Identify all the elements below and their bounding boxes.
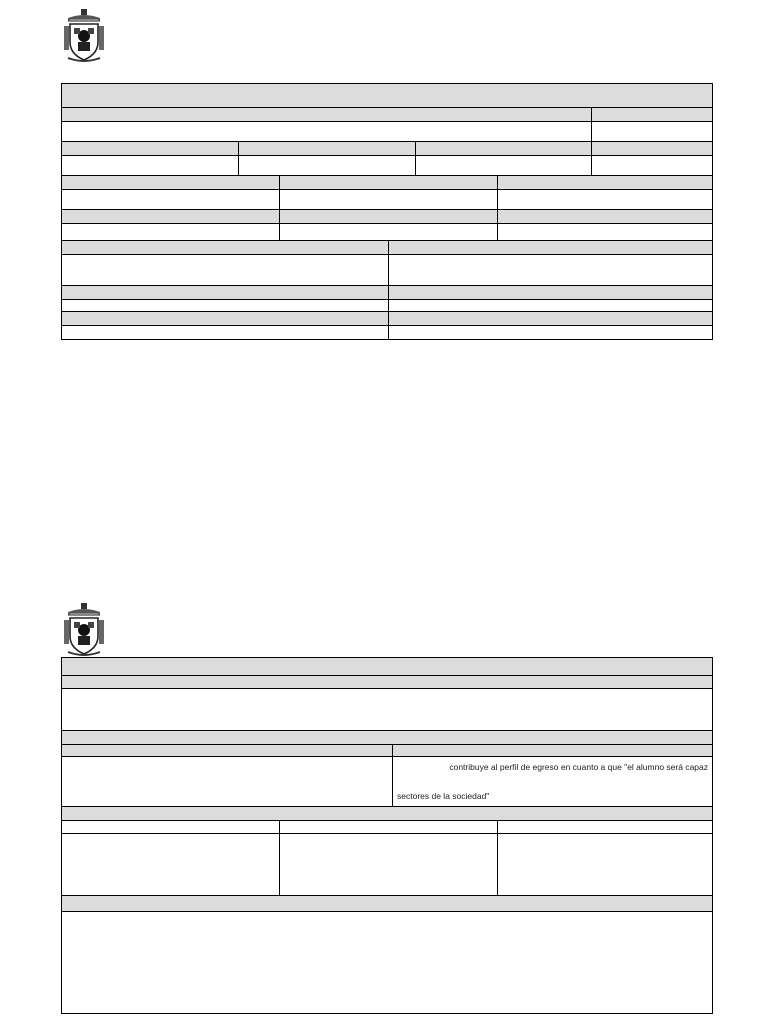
university-crest-icon <box>60 602 108 658</box>
value-cell <box>497 821 712 833</box>
value-cell <box>62 122 591 141</box>
value-cell <box>62 300 388 311</box>
value-cell <box>279 190 497 209</box>
header-cell <box>388 241 712 254</box>
value-cell <box>388 255 712 285</box>
value-cell <box>497 834 712 895</box>
value-cell <box>279 224 497 240</box>
value-cell <box>238 156 415 175</box>
general-data-form <box>61 83 713 340</box>
value-cell <box>62 190 279 209</box>
header-cell <box>62 807 712 820</box>
header-cell <box>238 142 415 155</box>
university-crest-icon <box>60 8 108 64</box>
header-cell <box>388 286 712 299</box>
program-info-form <box>61 657 713 1014</box>
value-cell <box>62 326 388 339</box>
header-cell <box>497 176 712 189</box>
header-cell <box>62 176 279 189</box>
value-cell <box>62 757 392 806</box>
graduate-profile-text-line-1: contribuye al perfil de egreso en cuanto a que "el alumno será capaz <box>449 762 708 772</box>
header-cell <box>279 176 497 189</box>
header-cell <box>388 312 712 325</box>
header-cell <box>62 896 712 911</box>
header-cell <box>62 241 388 254</box>
header-cell <box>392 745 712 756</box>
graduate-profile-text-line-2: sectores de la sociedad" <box>397 791 490 801</box>
header-cell <box>415 142 591 155</box>
value-cell <box>62 821 279 833</box>
header-cell <box>62 312 388 325</box>
value-cell <box>497 224 712 240</box>
header-cell <box>62 286 388 299</box>
value-cell <box>62 834 279 895</box>
header-cell <box>62 210 279 223</box>
value-cell <box>62 156 238 175</box>
value-cell <box>62 689 712 730</box>
value-cell <box>388 326 712 339</box>
header-cell <box>497 210 712 223</box>
form-title-bar <box>62 84 712 107</box>
value-cell <box>591 122 712 141</box>
header-cell <box>62 108 591 121</box>
header-cell <box>62 142 238 155</box>
header-cell <box>591 108 712 121</box>
header-cell <box>279 210 497 223</box>
header-cell <box>62 676 712 688</box>
value-cell <box>591 156 712 175</box>
value-cell <box>62 224 279 240</box>
header-cell <box>591 142 712 155</box>
value-cell <box>279 834 497 895</box>
value-cell <box>415 156 591 175</box>
header-cell <box>62 745 392 756</box>
graduate-profile-cell <box>392 757 712 806</box>
value-cell <box>62 912 712 1013</box>
value-cell <box>62 255 388 285</box>
value-cell <box>279 821 497 833</box>
value-cell <box>497 190 712 209</box>
form-title-bar <box>62 658 712 675</box>
header-cell <box>62 731 712 744</box>
value-cell <box>388 300 712 311</box>
